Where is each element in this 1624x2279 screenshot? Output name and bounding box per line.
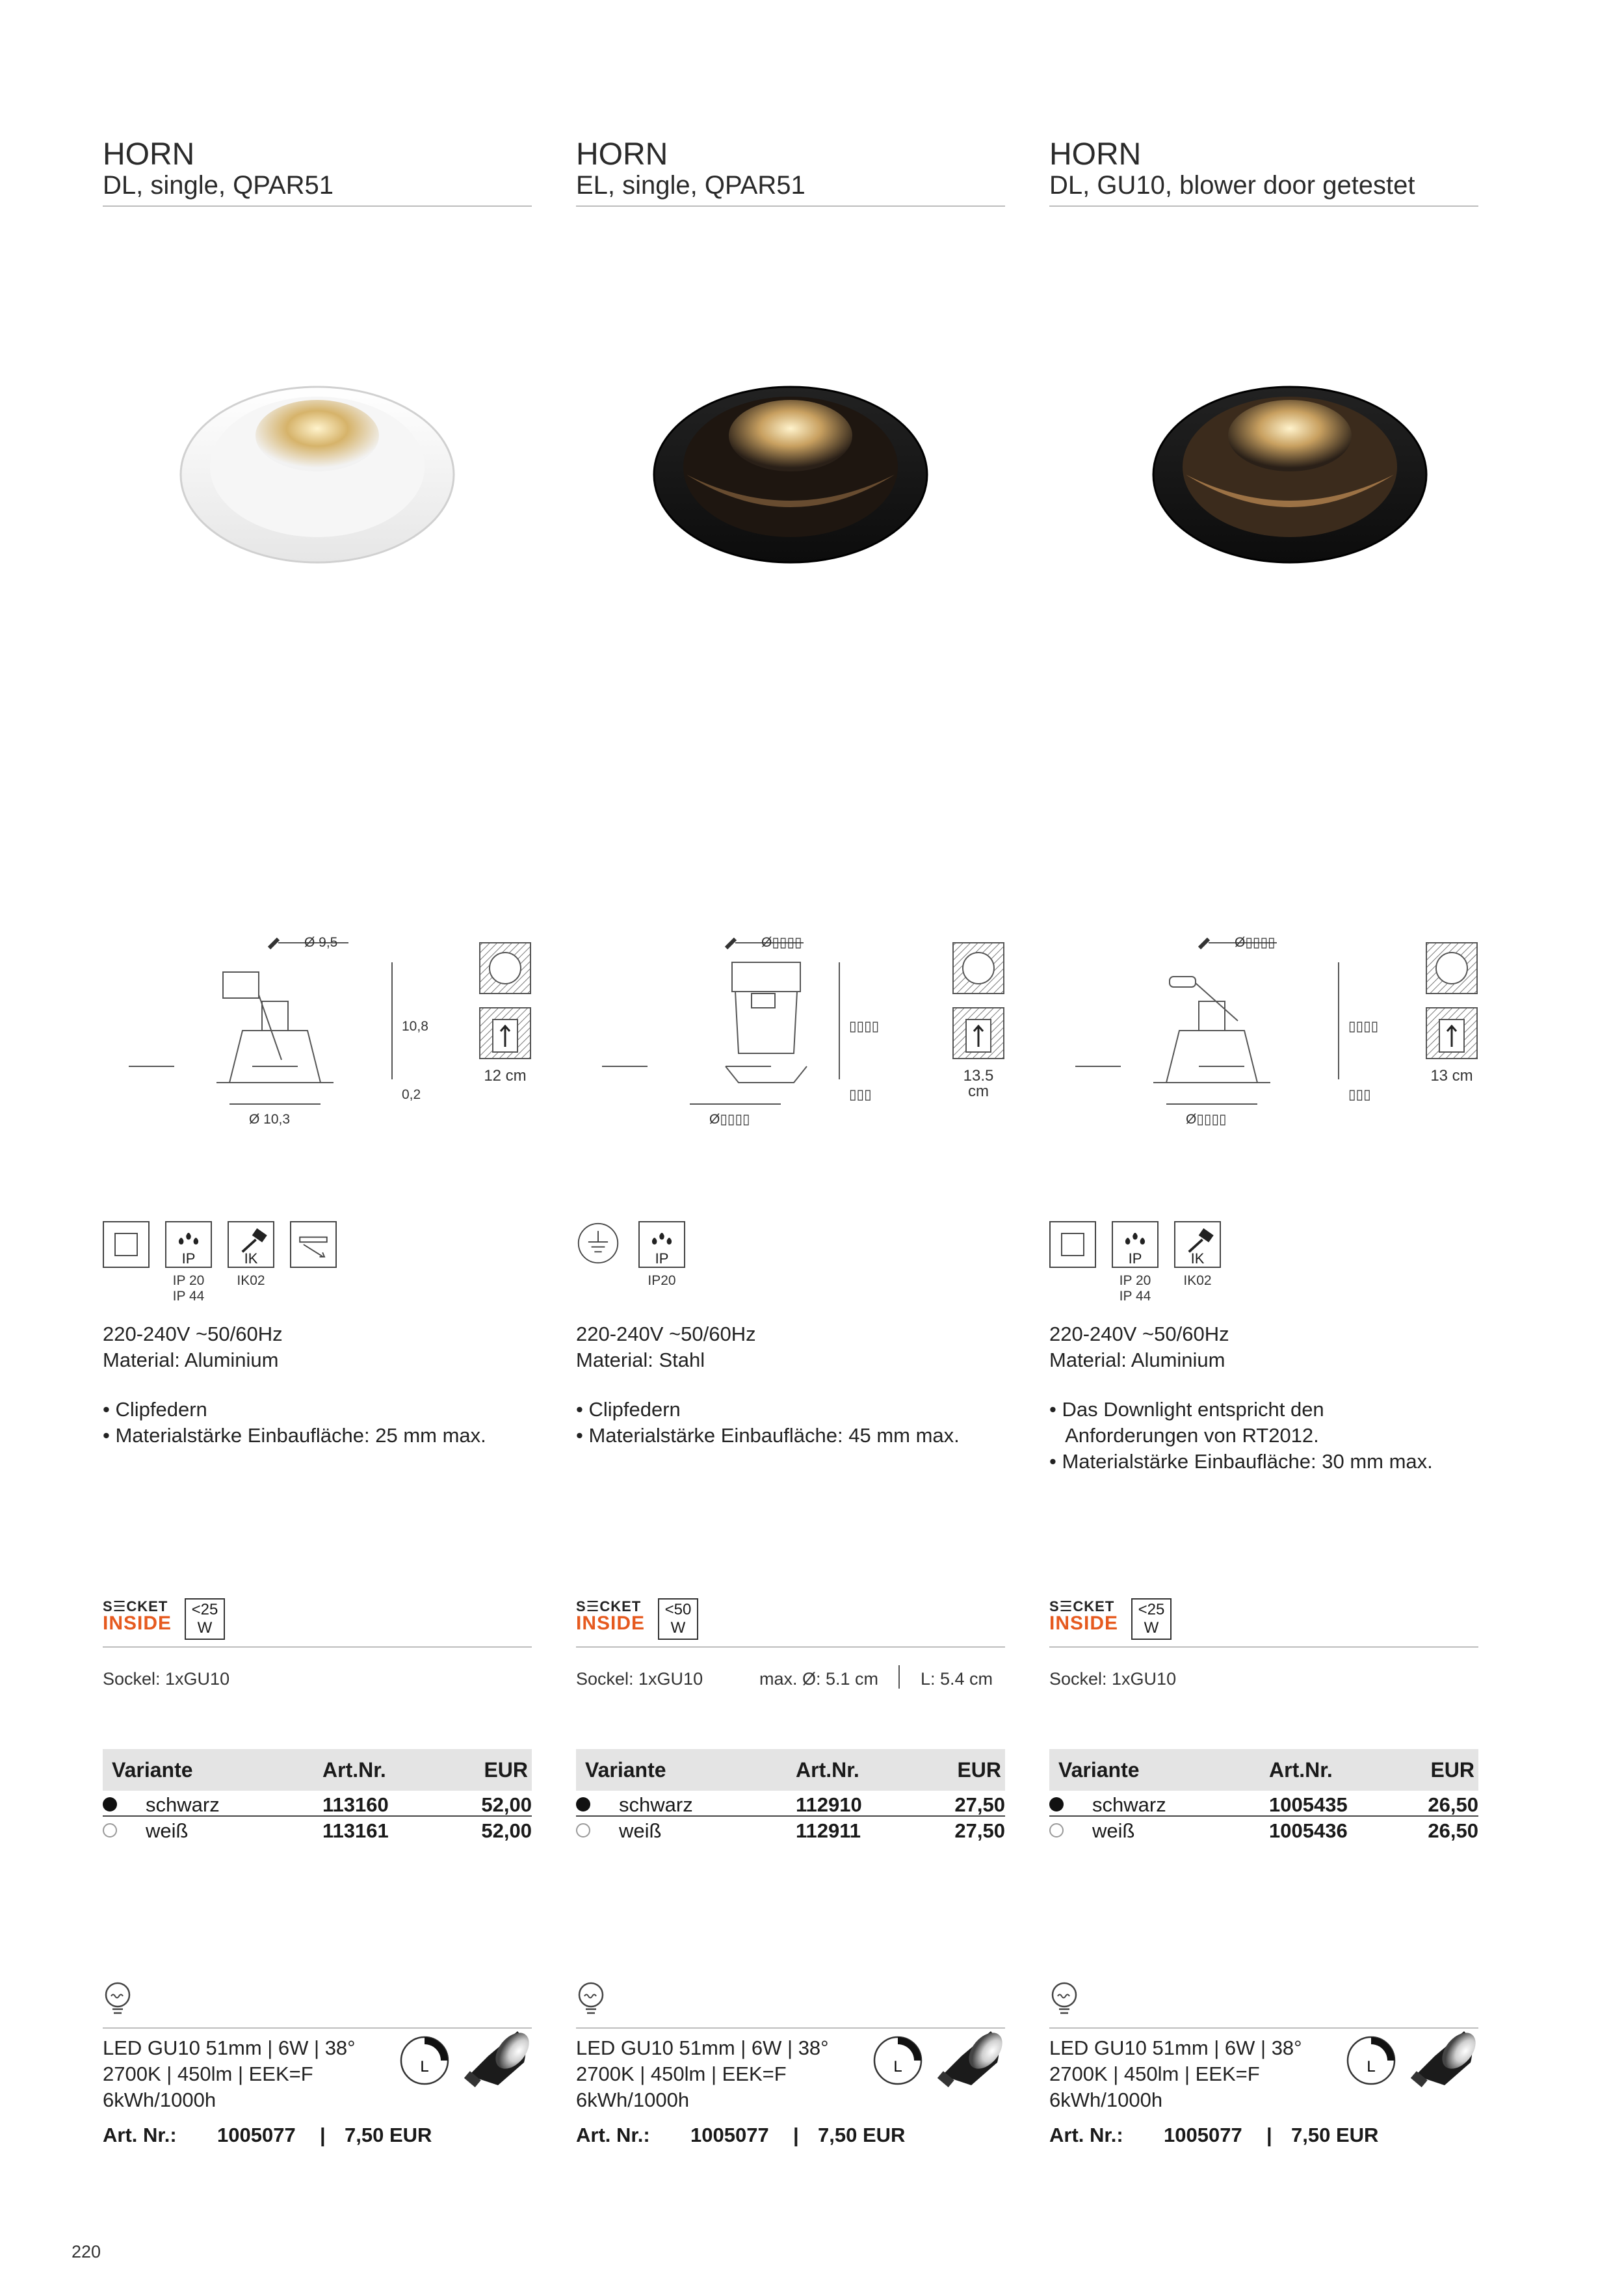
variant-price: 27,50 [954, 1793, 1005, 1816]
ip-icon [165, 1221, 212, 1268]
dim-height: ▯▯▯▯ [849, 1019, 880, 1034]
variant-price: 27,50 [954, 1819, 1005, 1842]
icon-row [103, 1221, 532, 1319]
dim-bottom-diameter: Ø 10,3 [249, 1112, 291, 1127]
spec-line: Material: Aluminium [1049, 1349, 1225, 1371]
column-header: Art.Nr. [796, 1758, 859, 1782]
column-header: EUR [957, 1758, 1001, 1782]
socket-inside-badge [103, 1598, 233, 1644]
title-divider [103, 205, 532, 207]
max-watt-value: <25 [1138, 1601, 1165, 1618]
technical-drawing [576, 910, 1005, 1144]
table-row [1049, 1817, 1478, 1843]
lamp-spec-line: 6kWh/1000h [1049, 2088, 1163, 2111]
artnr-price: 7,50 EUR [818, 2124, 906, 2146]
max-diameter: max. Ø: 5.1 cm [759, 1669, 879, 1689]
ip-rating: IP20 [648, 1273, 676, 1288]
variant-price: 26,50 [1428, 1819, 1478, 1842]
product-photo [103, 312, 532, 637]
bullet-item: • Clipfedern [576, 1398, 681, 1421]
variant-table [576, 1749, 1005, 1843]
dimmable-letter: L [1367, 2058, 1376, 2075]
artnr-label: Art. Nr.: [103, 2124, 177, 2146]
dimmable-icon [869, 2031, 927, 2090]
max-watt-value: <25 [191, 1601, 218, 1618]
lamp-spec-line: 6kWh/1000h [576, 2088, 690, 2111]
dim-top-diameter: Ø▯▯▯▯ [761, 935, 802, 950]
sockel-type: Sockel: 1xGU10 [1049, 1669, 1177, 1689]
variant-color: weiß [1092, 1819, 1135, 1842]
artnr-value: 1005077 [217, 2124, 296, 2146]
lamp-spec-line: 2700K | 450lm | EEK=F [576, 2062, 787, 2085]
bullet-item: • Clipfedern [103, 1398, 207, 1421]
dimmable-icon [1342, 2031, 1400, 2090]
mounting-depth: 13.5 [963, 1067, 994, 1085]
variant-price: 26,50 [1428, 1793, 1478, 1816]
socket-divider [1049, 1646, 1478, 1648]
table-row [103, 1791, 532, 1817]
color-swatch [576, 1797, 590, 1811]
ip-rating: IP 44 [1119, 1289, 1151, 1304]
bullet-item: • Materialstärke Einbaufläche: 25 mm max. [103, 1424, 486, 1447]
bulb-icon [1049, 1981, 1079, 2020]
table-header [576, 1749, 1005, 1791]
max-watt-box [658, 1598, 698, 1640]
specs-block [103, 1321, 283, 1373]
product-column-2 [576, 0, 1005, 2279]
lamp-spec-line: LED GU10 51mm | 6W | 38° [576, 2036, 829, 2059]
gu10-bulb-photo [932, 2023, 1005, 2095]
icon-row [1049, 1221, 1478, 1319]
product-column-1 [103, 0, 532, 2279]
dim-height: ▯▯▯▯ [1348, 1019, 1379, 1034]
bulb-icon [103, 1981, 133, 2020]
ip-rating: IP 44 [172, 1289, 205, 1304]
dimmable-letter: L [420, 2058, 429, 2075]
mounting-depth: 13 cm [1430, 1067, 1473, 1085]
color-swatch [576, 1823, 590, 1838]
ip-rating: IP 20 [172, 1273, 205, 1288]
bullet-item: • Materialstärke Einbaufläche: 30 mm max. [1049, 1450, 1433, 1473]
icon-row [576, 1221, 1005, 1319]
artnr-separator: | [793, 2124, 799, 2146]
variant-article-number: 1005435 [1269, 1793, 1348, 1816]
max-watt-value: <50 [664, 1601, 692, 1618]
variant-article-number: 113161 [322, 1819, 389, 1842]
title-divider [576, 205, 1005, 207]
square-outline-icon [103, 1221, 150, 1268]
specs-block [1049, 1321, 1229, 1373]
sockel-separator [898, 1665, 900, 1689]
ip-icon-label: IP [181, 1250, 196, 1267]
color-swatch [1049, 1797, 1064, 1811]
lamp-specs [576, 2035, 829, 2113]
artnr-separator: | [1266, 2124, 1272, 2146]
color-swatch [103, 1823, 117, 1838]
ip-icon-label: IP [655, 1250, 669, 1267]
column-header: EUR [1430, 1758, 1474, 1782]
mounting-depth: cm [968, 1083, 989, 1100]
inside-label: INSIDE [1049, 1613, 1119, 1634]
max-watt-unit: W [197, 1619, 213, 1637]
dim-top-diameter: Ø▯▯▯▯ [1235, 935, 1276, 950]
lamp-specs [1049, 2035, 1302, 2113]
artnr-value: 1005077 [690, 2124, 769, 2146]
lamp-specs [103, 2035, 356, 2113]
max-length: L: 5.4 cm [921, 1669, 993, 1689]
socket-label: S☰CKET [103, 1598, 168, 1614]
artnr-separator: | [320, 2124, 326, 2146]
product-subtitle: DL, single, QPAR51 [103, 171, 334, 200]
ik-rating: IK02 [1183, 1273, 1212, 1288]
variant-article-number: 112910 [796, 1793, 862, 1816]
column-header: Variante [585, 1758, 666, 1782]
color-swatch [103, 1797, 117, 1811]
spec-line: Material: Aluminium [103, 1349, 279, 1371]
artnr-price: 7,50 EUR [345, 2124, 432, 2146]
ip-rating: IP 20 [1119, 1273, 1151, 1288]
bullet-item: • Das Downlight entspricht den [1049, 1398, 1324, 1421]
column-header: Art.Nr. [1269, 1758, 1333, 1782]
variant-price: 52,00 [481, 1793, 532, 1816]
artnr-label: Art. Nr.: [576, 2124, 650, 2146]
max-watt-unit: W [670, 1619, 686, 1637]
variant-article-number: 113160 [322, 1793, 389, 1816]
inside-label: INSIDE [103, 1613, 172, 1634]
table-row [103, 1817, 532, 1843]
max-watt-box [185, 1598, 225, 1640]
max-watt-unit: W [1144, 1619, 1159, 1637]
gu10-bulb-photo [459, 2023, 532, 2095]
gu10-bulb-photo [1406, 2023, 1478, 2095]
dim-gap: ▯▯▯ [849, 1087, 872, 1102]
socket-label: S☰CKET [1049, 1598, 1115, 1614]
socket-divider [576, 1646, 1005, 1648]
product-column-3 [1049, 0, 1478, 2279]
ip-icon [638, 1221, 685, 1268]
product-photo [1049, 312, 1478, 637]
dim-bottom-diameter: Ø▯▯▯▯ [709, 1112, 750, 1127]
socket-divider [103, 1646, 532, 1648]
column-header: Variante [112, 1758, 193, 1782]
product-subtitle: EL, single, QPAR51 [576, 171, 805, 200]
square-outline-icon [1049, 1221, 1096, 1268]
product-title: HORN [103, 137, 195, 172]
column-header: Art.Nr. [322, 1758, 386, 1782]
page-number: 220 [72, 2242, 101, 2261]
table-row [576, 1817, 1005, 1843]
bullet-list [103, 1397, 486, 1449]
earth-icon [576, 1221, 623, 1268]
ik-icon-label: IK [1190, 1250, 1205, 1267]
technical-drawing [103, 910, 532, 1144]
product-title: HORN [576, 137, 668, 172]
column-header: EUR [484, 1758, 528, 1782]
lamp-spec-line: LED GU10 51mm | 6W | 38° [103, 2036, 356, 2059]
variant-color: schwarz [619, 1793, 693, 1816]
ip-icon [1112, 1221, 1159, 1268]
title-divider [1049, 205, 1478, 207]
bullet-item: Anforderungen von RT2012. [1049, 1424, 1319, 1447]
specs-block [576, 1321, 756, 1373]
spec-line: 220-240V ~50/60Hz [576, 1323, 756, 1345]
variant-table [1049, 1749, 1478, 1843]
ik-rating: IK02 [237, 1273, 265, 1288]
variant-color: schwarz [1092, 1793, 1166, 1816]
ik-icon [228, 1221, 274, 1268]
spec-line: 220-240V ~50/60Hz [103, 1323, 283, 1345]
color-swatch [1049, 1823, 1064, 1838]
install-icon [290, 1221, 337, 1268]
lamp-spec-line: 2700K | 450lm | EEK=F [103, 2062, 313, 2085]
variant-article-number: 112911 [796, 1819, 861, 1842]
ip-icon-label: IP [1128, 1250, 1142, 1267]
table-row [576, 1791, 1005, 1817]
variant-price: 52,00 [481, 1819, 532, 1842]
product-photo [576, 312, 1005, 637]
lamp-spec-line: 6kWh/1000h [103, 2088, 216, 2111]
artnr-label: Art. Nr.: [1049, 2124, 1123, 2146]
dim-top-diameter: Ø 9,5 [304, 935, 338, 950]
dimmable-letter: L [893, 2058, 902, 2075]
socket-label: S☰CKET [576, 1598, 642, 1614]
spec-line: 220-240V ~50/60Hz [1049, 1323, 1229, 1345]
inside-label: INSIDE [576, 1613, 646, 1634]
table-header [1049, 1749, 1478, 1791]
variant-table [103, 1749, 532, 1843]
product-title: HORN [1049, 137, 1142, 172]
dim-bottom-diameter: Ø▯▯▯▯ [1186, 1112, 1227, 1127]
mounting-depth: 12 cm [484, 1067, 527, 1085]
ik-icon-label: IK [244, 1250, 258, 1267]
bullet-list [576, 1397, 960, 1449]
technical-drawing [1049, 910, 1478, 1144]
socket-inside-badge [576, 1598, 706, 1644]
variant-article-number: 1005436 [1269, 1819, 1348, 1842]
ik-icon [1174, 1221, 1221, 1268]
lamp-spec-line: 2700K | 450lm | EEK=F [1049, 2062, 1260, 2085]
bulb-icon [576, 1981, 606, 2020]
column-header: Variante [1058, 1758, 1140, 1782]
dimmable-icon [395, 2031, 454, 2090]
bullet-item: • Materialstärke Einbaufläche: 45 mm max. [576, 1424, 960, 1447]
variant-color: weiß [146, 1819, 189, 1842]
table-header [103, 1749, 532, 1791]
table-row [1049, 1791, 1478, 1817]
max-watt-box [1131, 1598, 1172, 1640]
sockel-type: Sockel: 1xGU10 [576, 1669, 703, 1689]
variant-color: weiß [619, 1819, 662, 1842]
dim-gap: ▯▯▯ [1348, 1087, 1371, 1102]
artnr-value: 1005077 [1164, 2124, 1242, 2146]
socket-inside-badge [1049, 1598, 1179, 1644]
artnr-price: 7,50 EUR [1291, 2124, 1379, 2146]
sockel-type: Sockel: 1xGU10 [103, 1669, 230, 1689]
variant-color: schwarz [146, 1793, 220, 1816]
spec-line: Material: Stahl [576, 1349, 705, 1371]
lamp-spec-line: LED GU10 51mm | 6W | 38° [1049, 2036, 1302, 2059]
dim-height: 10,8 [402, 1019, 428, 1034]
dim-gap: 0,2 [402, 1087, 421, 1102]
bullet-list [1049, 1397, 1433, 1475]
product-subtitle: DL, GU10, blower door getestet [1049, 171, 1415, 200]
